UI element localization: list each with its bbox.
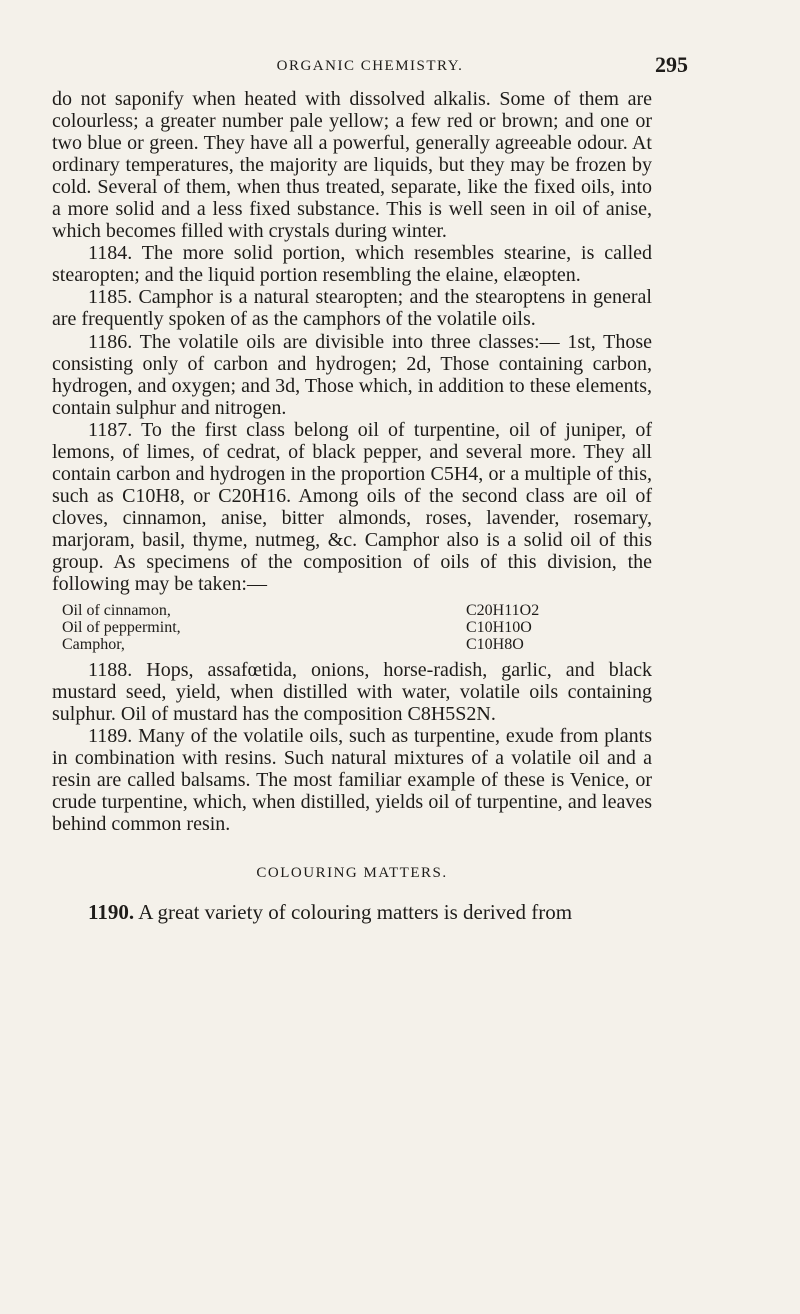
page-number: 295 [655,52,688,77]
page-header [52,48,688,80]
formula-row [62,636,562,653]
paragraph-1188: 1188. Hops, assafœtida, onions, horse-radish, garlic, and black mustard seed, yield, when distilled with water, volatile oils containing sulphur. Oil of mustard has the composition C8H5S2N. [52,659,652,726]
formula-row [62,602,562,619]
formula-substance: Camphor, [62,636,125,654]
running-title: ORGANIC CHEMISTRY. [276,58,464,74]
page-body [52,88,652,923]
paragraph-1186: 1186. The volatile oils are divisible into three classes:— 1st, Those consisting only of carbon and hydrogen; 2d, Those containing carbon, hydrogen, and oxygen; and 3d, Those which, in addition to these elements, contain sulphur and nitrogen. [52,330,652,419]
formula-value: C10H10O [466,619,532,637]
paragraph-number: 1190. [88,899,135,924]
formula-value: C10H8O [466,636,524,654]
paragraph-1189: 1189. Many of the volatile oils, such as turpentine, exude from plants in combination with resins. Such natural mixtures of a volatile oil and a resin are called balsams. The most familiar example of these is Venice, or crude turpentine, which, when distilled, yields oil of turpentine, and leaves behind common resin. [52,725,652,836]
paragraph-1184: 1184. The more solid portion, which resembles stearine, is called stearopten; and the liquid portion resembling the elaine, elæopten. [52,242,652,287]
paragraph-1190 [52,901,652,923]
formula-substance: Oil of cinnamon, [62,602,171,620]
paragraph-continuation: do not saponify when heated with dissolved alkalis. Some of them are colourless; a greater number pale yellow; a few red or brown; and one or two blue or green. They have all a powerful, generally agreeable odour. At ordinary temperatures, the majority are liquids, but they may be frozen by cold. Several of them, when thus treated, separate, like the fixed oils, into a more solid and a less fixed substance. This is well seen in oil of anise, which becomes filled with crystals during winter. [52,88,652,243]
paragraph-1187: 1187. To the first class belong oil of turpentine, oil of juniper, of lemons, of limes, of cedrat, of black pepper, and several more. They all contain carbon and hydrogen in the proportion C5H4, or a multiple of this, such as C10H8, or C20H16. Among oils of the second class are oil of cloves, cinnamon, anise, bitter almonds, roses, lavender, rosemary, marjoram, basil, thyme, nutmeg, &c. Camphor also is a solid oil of this group. As specimens of the composition of oils of this division, the following may be taken:— [52,418,652,596]
formula-value: C20H11O2 [466,602,540,620]
paragraph-text: A great variety of colouring matters is derived from [138,899,573,924]
formula-table [62,602,562,653]
formula-substance: Oil of peppermint, [62,619,181,637]
formula-row [62,619,562,636]
paragraph-1185: 1185. Camphor is a natural stearopten; and the stearoptens in general are frequently spoken of as the camphors of the volatile oils. [52,286,652,331]
section-heading: COLOURING MATTERS. [256,865,448,882]
